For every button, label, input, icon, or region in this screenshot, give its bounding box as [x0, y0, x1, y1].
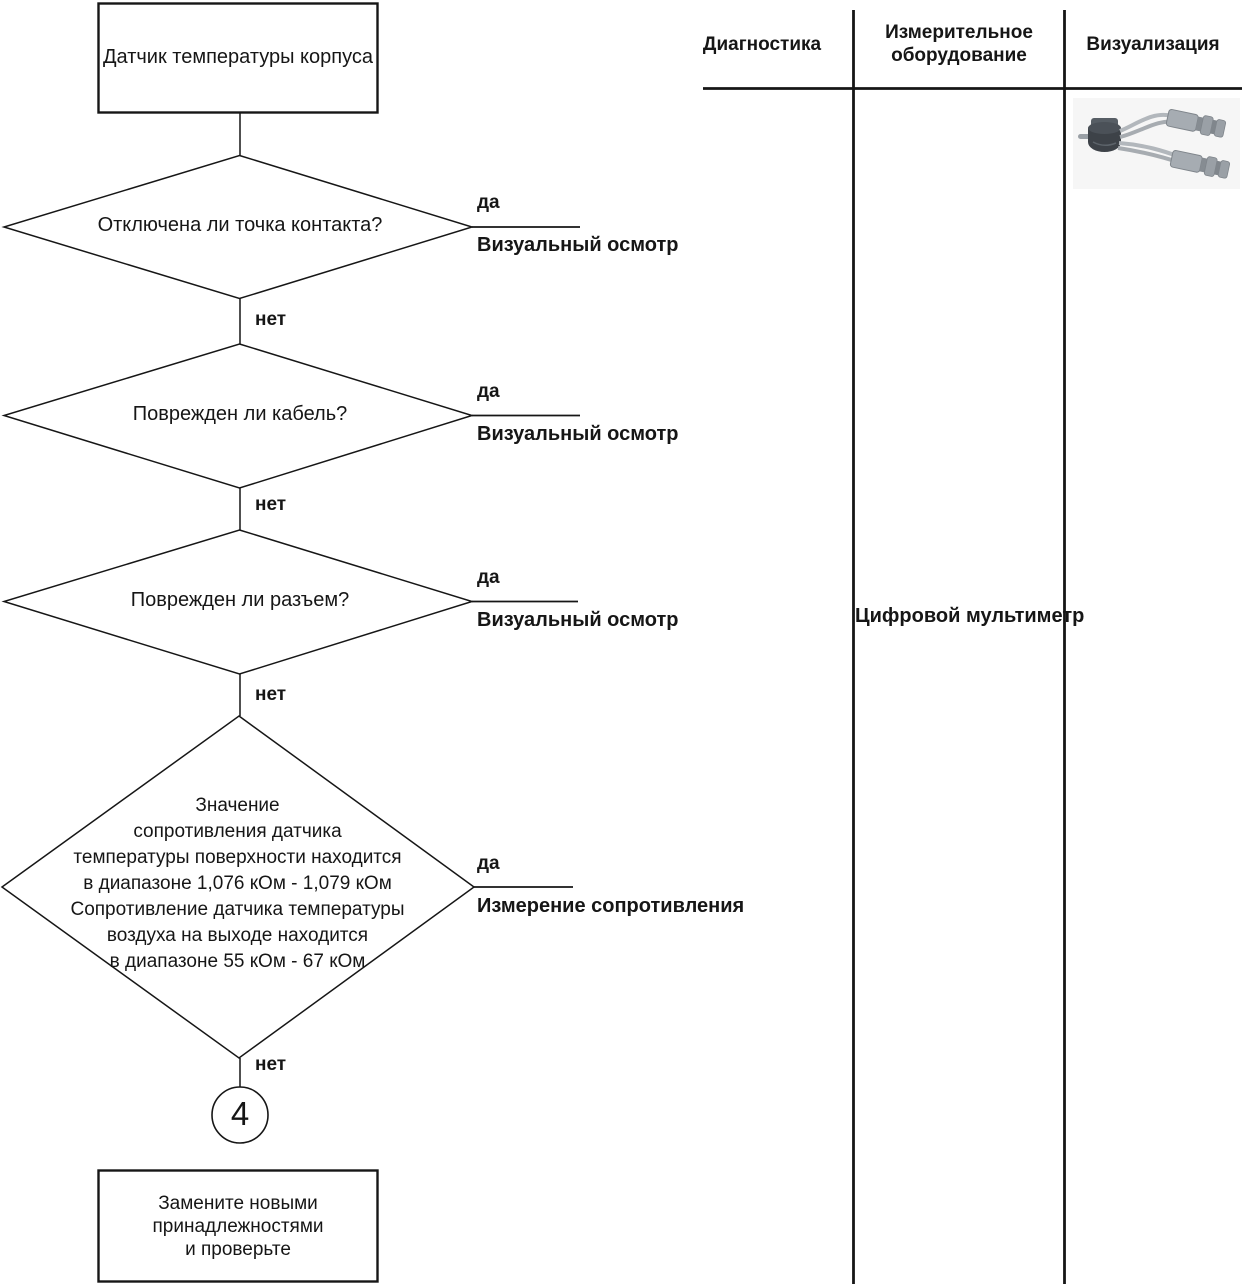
decision-4-line: воздуха на выходе находится [106, 925, 369, 946]
decision-3-question: Поврежден ли разъем? [130, 589, 350, 611]
sensor-housing [1088, 118, 1121, 152]
decision-4-line: Значение [195, 795, 280, 816]
decision-4-line: в диапазоне 55 кОм - 67 кОм [109, 951, 366, 972]
decision-4-yes-label: да [477, 853, 500, 874]
sensor-photo [1073, 98, 1240, 189]
column-header-visualization: Визуализация [1086, 34, 1220, 55]
offpage-connector-number: 4 [230, 1095, 250, 1132]
decision-2-question: Поврежден ли кабель? [132, 403, 348, 425]
decision-1-question: Отключена ли точка контакта? [97, 214, 383, 236]
end-node-line: принадлежностями [152, 1215, 324, 1237]
decision-4-line: в диапазоне 1,076 кОм - 1,079 кОм [83, 873, 392, 894]
temperature-sensor-image [1073, 98, 1240, 189]
decision-3-no-label: нет [255, 684, 287, 705]
decision-2-no-label: нет [255, 494, 287, 515]
decision-4-line: температуры поверхности находится [73, 847, 402, 868]
decision-1-no-label: нет [255, 309, 287, 330]
start-node-label: Датчик температуры корпуса [102, 46, 374, 68]
decision-2-yes-result: Визуальный осмотр [477, 423, 679, 445]
end-node-line: и проверьте [185, 1238, 291, 1260]
end-node-line: Замените новыми [158, 1192, 318, 1214]
column-header-equipment: Измерительное оборудование [885, 22, 1033, 66]
decision-4-yes-result: Измерение сопротивления [477, 895, 745, 917]
decision-3-yes-result: Визуальный осмотр [477, 609, 679, 631]
decision-2-yes-label: да [477, 381, 500, 402]
decision-1-yes-label: да [477, 192, 500, 213]
decision-4-question [40, 793, 435, 975]
decision-3-yes-label: да [477, 567, 500, 588]
decision-4-line: Сопротивление датчика температуры [70, 899, 405, 920]
column-header-diagnostics: Диагностика [702, 34, 822, 55]
equipment-value: Цифровой мультиметр [855, 605, 1085, 627]
end-node-label [98, 1170, 378, 1282]
decision-4-line: сопротивления датчика [133, 821, 342, 842]
decision-1-yes-result: Визуальный осмотр [477, 234, 679, 256]
decision-4-no-label: нет [255, 1054, 287, 1075]
